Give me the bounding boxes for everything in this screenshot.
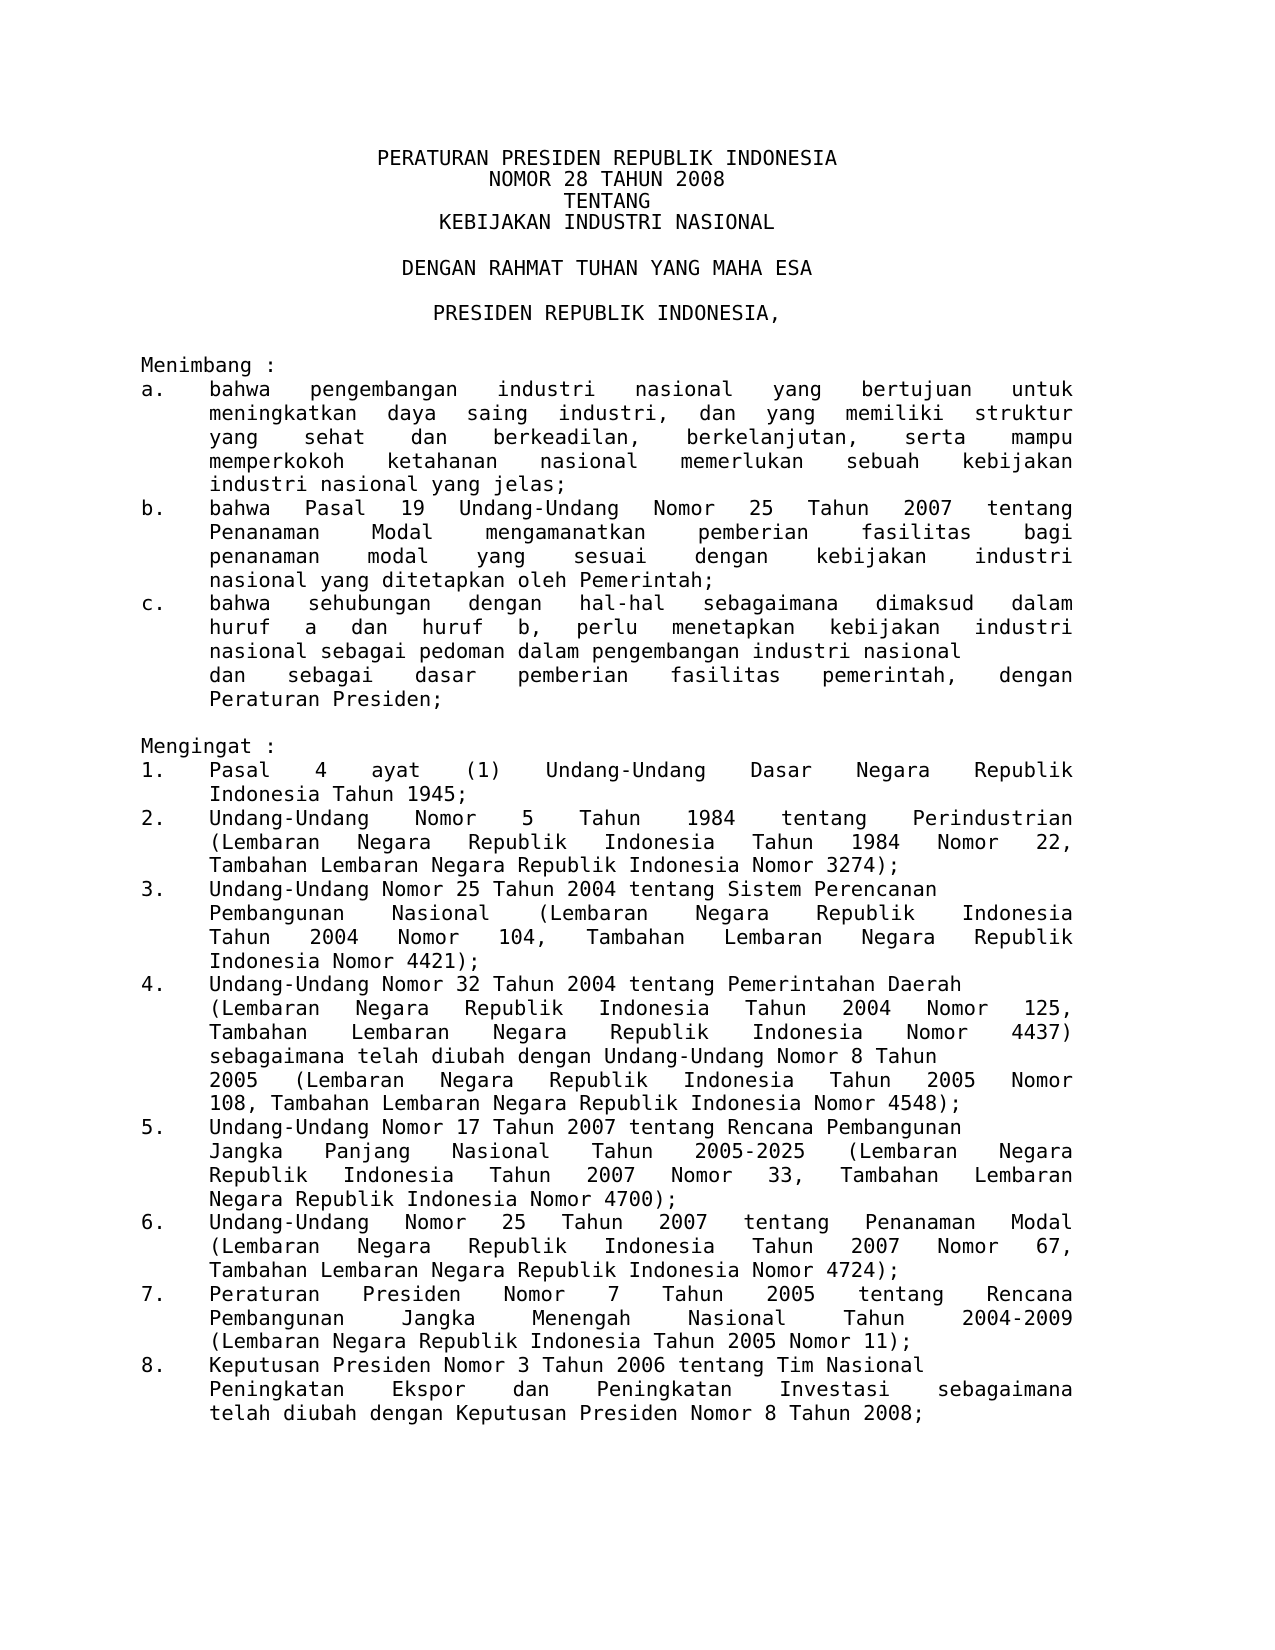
heading-blessing: DENGAN RAHMAT TUHAN YANG MAHA ESA <box>401 255 813 280</box>
mengingat-item <box>141 878 1073 973</box>
line-word: Negara <box>861 924 936 949</box>
line-word: kebijakan <box>815 543 927 568</box>
line-word: Indonesia <box>752 1019 864 1044</box>
line-word: Republik <box>610 1019 709 1044</box>
line-word: 22, <box>1035 829 1073 854</box>
menimbang-item-line <box>209 497 1073 521</box>
menimbang-item-text <box>209 378 1073 497</box>
line-word: 2005-2025 <box>694 1138 806 1163</box>
mengingat-item-line <box>209 1069 1073 1093</box>
heading-line-subject: KEBIJAKAN INDUSTRI NASIONAL <box>439 210 775 235</box>
mengingat-item-text <box>209 1354 1073 1425</box>
line-word: dengan <box>468 591 543 616</box>
line-word: (Lembaran <box>209 829 321 854</box>
line-word: Nasional <box>687 1305 787 1330</box>
line-word: Negara <box>439 1067 515 1092</box>
line-word: 25 <box>501 1210 527 1235</box>
line-word: Tambahan <box>840 1162 939 1187</box>
menimbang-label: Menimbang : <box>141 353 277 378</box>
line-word: tentang <box>986 496 1073 521</box>
line-word: Indonesia <box>598 996 710 1021</box>
line-word: nasional <box>634 377 734 402</box>
line-word: yang <box>476 543 526 568</box>
mengingat-item <box>141 1211 1073 1282</box>
line-word: bahwa <box>209 496 271 521</box>
mengingat-label: Mengingat : <box>141 734 277 759</box>
line-word: Negara <box>355 996 430 1021</box>
line-word: saing <box>466 401 529 426</box>
line-word: sehubungan <box>307 591 432 616</box>
menimbang-item-line <box>209 450 1073 474</box>
line-word: (Lembaran <box>209 996 321 1021</box>
menimbang-item-marker: b. <box>141 496 166 521</box>
line-word: Penanaman <box>864 1210 976 1235</box>
line-word: mengamanatkan <box>485 520 646 545</box>
line-word: Republik <box>468 829 567 854</box>
line-word: yang <box>209 424 259 449</box>
menimbang-item-marker: a. <box>141 377 166 402</box>
line-word: Tahun <box>561 1210 624 1235</box>
line-word: penanaman <box>209 543 321 568</box>
line-word: (Lembaran <box>537 900 649 925</box>
line-word: hal-hal <box>579 591 666 616</box>
line-word: Nomor <box>404 1210 467 1235</box>
line-word: 2007 <box>850 1234 901 1259</box>
line-word: (Lembaran <box>293 1067 405 1092</box>
mengingat-item-line <box>209 1235 1073 1259</box>
line-word: industri <box>496 377 596 402</box>
line-word: 2004-2009 <box>961 1305 1073 1330</box>
line-word: fasilitas <box>860 520 972 545</box>
menimbang-item-line: industri nasional yang jelas; <box>209 472 567 497</box>
menimbang-item-marker: c. <box>141 591 166 616</box>
line-word: 2007 <box>658 1210 708 1235</box>
line-word: memiliki <box>845 401 945 426</box>
line-word: meningkatkan <box>209 401 358 426</box>
mengingat-item-line <box>209 1164 1073 1188</box>
line-word: pemerintah, <box>821 662 958 687</box>
line-word: fasilitas <box>669 662 781 687</box>
line-word: 2005 <box>209 1067 259 1092</box>
line-word: daya <box>387 401 437 426</box>
mengingat-item-line: Tambahan Lembaran Negara Republik Indonesia Nomor 4724); <box>209 1257 901 1282</box>
line-word: Tambahan <box>586 924 686 949</box>
line-word: yang <box>772 377 823 402</box>
menimbang-item-line <box>209 616 1073 640</box>
menimbang-item <box>141 497 1073 592</box>
line-word: dan <box>350 615 388 640</box>
line-word: sehat <box>303 424 366 449</box>
menimbang-item <box>141 592 1073 711</box>
line-word: kebijakan <box>961 448 1073 473</box>
line-word: Tahun <box>752 1234 814 1259</box>
line-word: 104, <box>498 924 548 949</box>
line-word: pengembangan <box>309 377 458 402</box>
mengingat-item-line <box>209 1307 1073 1331</box>
mengingat-item-line: Indonesia Tahun 1945; <box>209 781 469 806</box>
line-word: Negara <box>357 1234 432 1259</box>
line-word: 2007 <box>903 496 953 521</box>
mengingat-item-marker: 1. <box>141 758 166 783</box>
menimbang-item-line: nasional yang ditetapkan oleh Pemerintah; <box>209 567 716 592</box>
line-word: berkeadilan, <box>492 424 641 449</box>
menimbang-item-text <box>209 497 1073 592</box>
line-word: Panjang <box>324 1138 411 1163</box>
mengingat-item-text <box>209 1211 1073 1282</box>
menimbang-item-line: nasional sebagai pedoman dalam pengembangan industri nasional <box>209 639 962 663</box>
mengingat-item-marker: 6. <box>141 1210 166 1235</box>
line-word: Republik <box>974 924 1073 949</box>
line-word: 19 <box>400 496 425 521</box>
line-word: Nomor <box>906 1019 969 1044</box>
line-word: huruf <box>421 615 484 640</box>
mengingat-item <box>141 1116 1073 1211</box>
line-word: 2007 <box>586 1162 636 1187</box>
line-word: modal <box>367 543 430 568</box>
heading-line-title: PERATURAN PRESIDEN REPUBLIK INDONESIA <box>376 146 838 170</box>
line-word: ayat <box>371 758 421 783</box>
mengingat-item-line <box>209 1283 1073 1307</box>
line-word: Peningkatan <box>596 1376 733 1401</box>
line-word: dasar <box>414 662 477 687</box>
line-word: untuk <box>1011 377 1073 402</box>
line-word: sesuai <box>573 543 648 568</box>
mengingat-item-line: Tambahan Lembaran Negara Republik Indonesia Nomor 3274); <box>209 853 901 878</box>
mengingat-item-line: Negara Republik Indonesia Nomor 4700); <box>209 1186 678 1211</box>
menimbang-item-text <box>209 592 1073 711</box>
line-word: perlu <box>576 615 638 640</box>
line-word: pemberian <box>517 662 629 687</box>
line-word: serta <box>904 424 966 449</box>
mengingat-item-line: Keputusan Presiden Nomor 3 Tahun 2006 tentang Tim Nasional <box>209 1353 925 1378</box>
mengingat-item <box>141 973 1073 1116</box>
mengingat-item-marker: 2. <box>141 805 166 830</box>
line-word: Nasional <box>391 900 491 925</box>
line-word: Penanaman <box>209 520 321 545</box>
line-word: 67, <box>1035 1234 1073 1259</box>
line-word: Presiden <box>362 1281 462 1306</box>
mengingat-item-marker: 3. <box>141 877 166 902</box>
line-word: Tahun <box>662 1281 724 1306</box>
line-word: bagi <box>1023 520 1073 545</box>
mengingat-item-line <box>209 1378 1073 1402</box>
document-heading <box>141 148 1073 324</box>
line-word: menetapkan <box>671 615 796 640</box>
line-word: Tahun <box>579 805 641 830</box>
line-word: Lembaran <box>350 1019 450 1044</box>
line-word: dengan <box>998 662 1073 687</box>
line-word: huruf <box>209 615 271 640</box>
mengingat-item-text <box>209 1116 1073 1211</box>
section-menimbang <box>141 354 1073 711</box>
menimbang-mengingat-gap <box>141 711 1073 735</box>
line-word: mampu <box>1011 424 1073 449</box>
line-word: kebijakan <box>829 615 941 640</box>
line-word: Pembangunan <box>209 1305 345 1330</box>
menimbang-item-line <box>209 402 1073 426</box>
line-word: Nomor <box>937 1234 999 1259</box>
line-word: (1) <box>464 758 502 783</box>
line-word: 1984 <box>686 805 736 830</box>
mengingat-item-text <box>209 878 1073 973</box>
line-word: Tahun <box>591 1138 654 1163</box>
line-word: Lembaran <box>974 1162 1073 1187</box>
line-word: Undang-Undang <box>209 1210 370 1235</box>
menimbang-item-line <box>209 378 1073 402</box>
line-word: Negara <box>357 829 432 854</box>
line-word: sebuah <box>845 448 920 473</box>
mengingat-item-line: Undang-Undang Nomor 32 Tahun 2004 tentang Pemerintahan Daerah <box>209 972 962 997</box>
line-word: Tahun <box>807 496 870 521</box>
line-word: Jangka <box>401 1305 476 1330</box>
line-word: Republik <box>549 1067 649 1092</box>
line-word: 2004 <box>309 924 359 949</box>
line-word: dengan <box>694 543 769 568</box>
line-word: industri, <box>558 401 670 426</box>
mengingat-item-text <box>209 973 1073 1116</box>
line-word: Nomor <box>414 805 477 830</box>
line-word: Republik <box>816 900 915 925</box>
line-word: Negara <box>856 758 931 783</box>
line-word: nasional <box>539 448 639 473</box>
line-word: tentang <box>743 1210 830 1235</box>
mengingat-item-text <box>209 1283 1073 1354</box>
line-word: Ekspor <box>391 1376 466 1401</box>
line-word: tentang <box>857 1281 945 1306</box>
menimbang-list <box>141 378 1073 711</box>
mengingat-item-line <box>209 926 1073 950</box>
line-word: Negara <box>998 1138 1073 1163</box>
menimbang-item <box>141 378 1073 497</box>
line-word: Tahun <box>843 1305 906 1330</box>
line-word: Nomor <box>670 1162 733 1187</box>
line-word: Rencana <box>986 1281 1073 1306</box>
mengingat-item-line <box>209 807 1073 831</box>
mengingat-item-line <box>209 1021 1073 1045</box>
line-word: Nomor <box>926 996 989 1021</box>
line-word: Republik <box>974 758 1073 783</box>
line-word: dan <box>410 424 448 449</box>
menimbang-item-line <box>209 545 1073 569</box>
line-word: bahwa <box>209 591 271 616</box>
document-body <box>141 148 1073 1426</box>
line-word: Indonesia <box>961 900 1073 925</box>
line-word: Tahun <box>745 996 807 1021</box>
line-word: Tahun <box>489 1162 552 1187</box>
line-word: Modal <box>1011 1210 1073 1235</box>
line-word: Pasal <box>209 758 271 783</box>
heading-line-number: NOMOR 28 TAHUN 2008 <box>488 167 726 192</box>
line-word: tentang <box>780 805 868 830</box>
line-word: memerlukan <box>680 448 804 473</box>
mengingat-item-line: 108, Tambahan Lembaran Negara Republik Indonesia Nomor 4548); <box>209 1091 962 1116</box>
line-word: sebagaimana <box>702 591 839 616</box>
line-word: Nomor <box>653 496 716 521</box>
line-word: Indonesia <box>683 1067 795 1092</box>
menimbang-item-line <box>209 521 1073 545</box>
line-word: dan <box>209 662 247 687</box>
line-word: Nasional <box>451 1138 551 1163</box>
line-word: Peraturan <box>209 1281 321 1306</box>
line-word: bertujuan <box>861 377 973 402</box>
mengingat-item <box>141 759 1073 807</box>
line-word: Peningkatan <box>209 1376 345 1401</box>
mengingat-item-line <box>209 902 1073 926</box>
line-word: dalam <box>1011 591 1073 616</box>
mengingat-item-marker: 5. <box>141 1115 166 1140</box>
line-word: Negara <box>695 900 770 925</box>
section-mengingat <box>141 735 1073 1425</box>
line-word: 5 <box>521 805 535 830</box>
line-word: (Lembaran <box>846 1138 958 1163</box>
mengingat-item-line <box>209 1140 1073 1164</box>
line-word: 2005 <box>926 1067 976 1092</box>
line-word: Tahun <box>752 829 814 854</box>
line-word: Modal <box>371 520 434 545</box>
line-word: 25 <box>748 496 774 521</box>
line-word: 2005 <box>766 1281 816 1306</box>
line-word: Indonesia <box>603 829 716 854</box>
mengingat-item-text <box>209 759 1073 807</box>
line-word: (Lembaran <box>209 1234 321 1259</box>
mengingat-item <box>141 1354 1073 1425</box>
menimbang-item-line: Peraturan Presiden; <box>209 686 444 711</box>
line-word: Pasal <box>304 496 367 521</box>
line-word: 2004 <box>841 996 892 1021</box>
line-word: Nomor <box>503 1281 566 1306</box>
mengingat-item-line <box>209 759 1073 783</box>
line-word: Dasar <box>750 758 813 783</box>
mengingat-item-marker: 4. <box>141 972 166 997</box>
mengingat-item <box>141 807 1073 878</box>
line-word: yang <box>766 401 816 426</box>
line-word: Investasi <box>779 1376 891 1401</box>
line-word: Lembaran <box>723 924 823 949</box>
line-word: berkelanjutan, <box>686 424 860 449</box>
line-word: sebagai <box>287 662 374 687</box>
menimbang-item-line <box>209 664 1073 688</box>
line-word: dimaksud <box>875 591 975 616</box>
heading-spacer-1 <box>141 234 1073 258</box>
line-word: Pembangunan <box>209 900 345 925</box>
line-word: Undang-Undang <box>458 496 620 521</box>
line-word: ketahanan <box>386 448 498 473</box>
line-word: Indonesia <box>603 1234 716 1259</box>
line-word: Republik <box>464 996 564 1021</box>
line-word: Perindustrian <box>912 805 1073 830</box>
heading-body-gap <box>141 324 1073 354</box>
line-word: a <box>304 615 317 640</box>
line-word: 4 <box>314 758 328 783</box>
mengingat-item-line <box>209 1211 1073 1235</box>
line-word: pemberian <box>697 520 809 545</box>
mengingat-list <box>141 759 1073 1425</box>
line-word: memperkokoh <box>209 448 345 473</box>
line-word: Nomor <box>937 829 999 854</box>
line-word: Jangka <box>209 1138 284 1163</box>
mengingat-item-line: Undang-Undang Nomor 17 Tahun 2007 tentang Rencana Pembangunan <box>209 1115 962 1140</box>
line-word: 1984 <box>850 829 901 854</box>
line-word: Undang-Undang <box>209 805 370 830</box>
line-word: Indonesia <box>343 1162 455 1187</box>
line-word: dan <box>512 1376 550 1401</box>
heading-authority: PRESIDEN REPUBLIK INDONESIA, <box>432 301 782 326</box>
line-word: Republik <box>468 1234 567 1259</box>
line-word: Tahun <box>209 924 271 949</box>
line-word: Negara <box>492 1019 567 1044</box>
line-word: industri <box>974 543 1073 568</box>
mengingat-item-marker: 8. <box>141 1353 166 1378</box>
line-word: dan <box>699 401 737 426</box>
mengingat-item-line <box>209 831 1073 855</box>
heading-line-tentang: TENTANG <box>563 188 651 213</box>
line-word: struktur <box>974 401 1073 426</box>
mengingat-item-line: telah diubah dengan Keputusan Presiden Nomor 8 Tahun 2008; <box>209 1400 925 1425</box>
line-word: sebagaimana <box>937 1376 1073 1401</box>
line-word: 7 <box>607 1281 620 1306</box>
line-word: Tahun <box>829 1067 892 1092</box>
line-word: Republik <box>209 1162 308 1187</box>
line-word: Nomor <box>1011 1067 1073 1092</box>
menimbang-item-line <box>209 592 1073 616</box>
mengingat-item-line: (Lembaran Negara Republik Indonesia Tahun 2005 Nomor 11); <box>209 1329 913 1354</box>
line-word: 4437) <box>1011 1019 1073 1044</box>
menimbang-item-line <box>209 426 1073 450</box>
heading-spacer-2 <box>141 279 1073 303</box>
line-word: Undang-Undang <box>545 758 707 783</box>
mengingat-item <box>141 1283 1073 1354</box>
mengingat-item-line <box>209 997 1073 1021</box>
mengingat-item-marker: 7. <box>141 1281 166 1306</box>
line-word: Menengah <box>532 1305 632 1330</box>
mengingat-item-line: Undang-Undang Nomor 25 Tahun 2004 tentang Sistem Perencanan <box>209 877 938 902</box>
line-word: bahwa <box>209 377 271 402</box>
mengingat-item-line: sebagaimana telah diubah dengan Undang-Undang Nomor 8 Tahun <box>209 1043 938 1068</box>
mengingat-item-text <box>209 807 1073 878</box>
line-word: b, <box>517 615 543 640</box>
mengingat-item-line: Indonesia Nomor 4421); <box>209 948 481 973</box>
line-word: industri <box>974 615 1073 640</box>
line-word: Tambahan <box>209 1019 308 1044</box>
line-word: Nomor <box>397 924 460 949</box>
line-word: 125, <box>1023 996 1073 1021</box>
line-word: 33, <box>767 1162 805 1187</box>
